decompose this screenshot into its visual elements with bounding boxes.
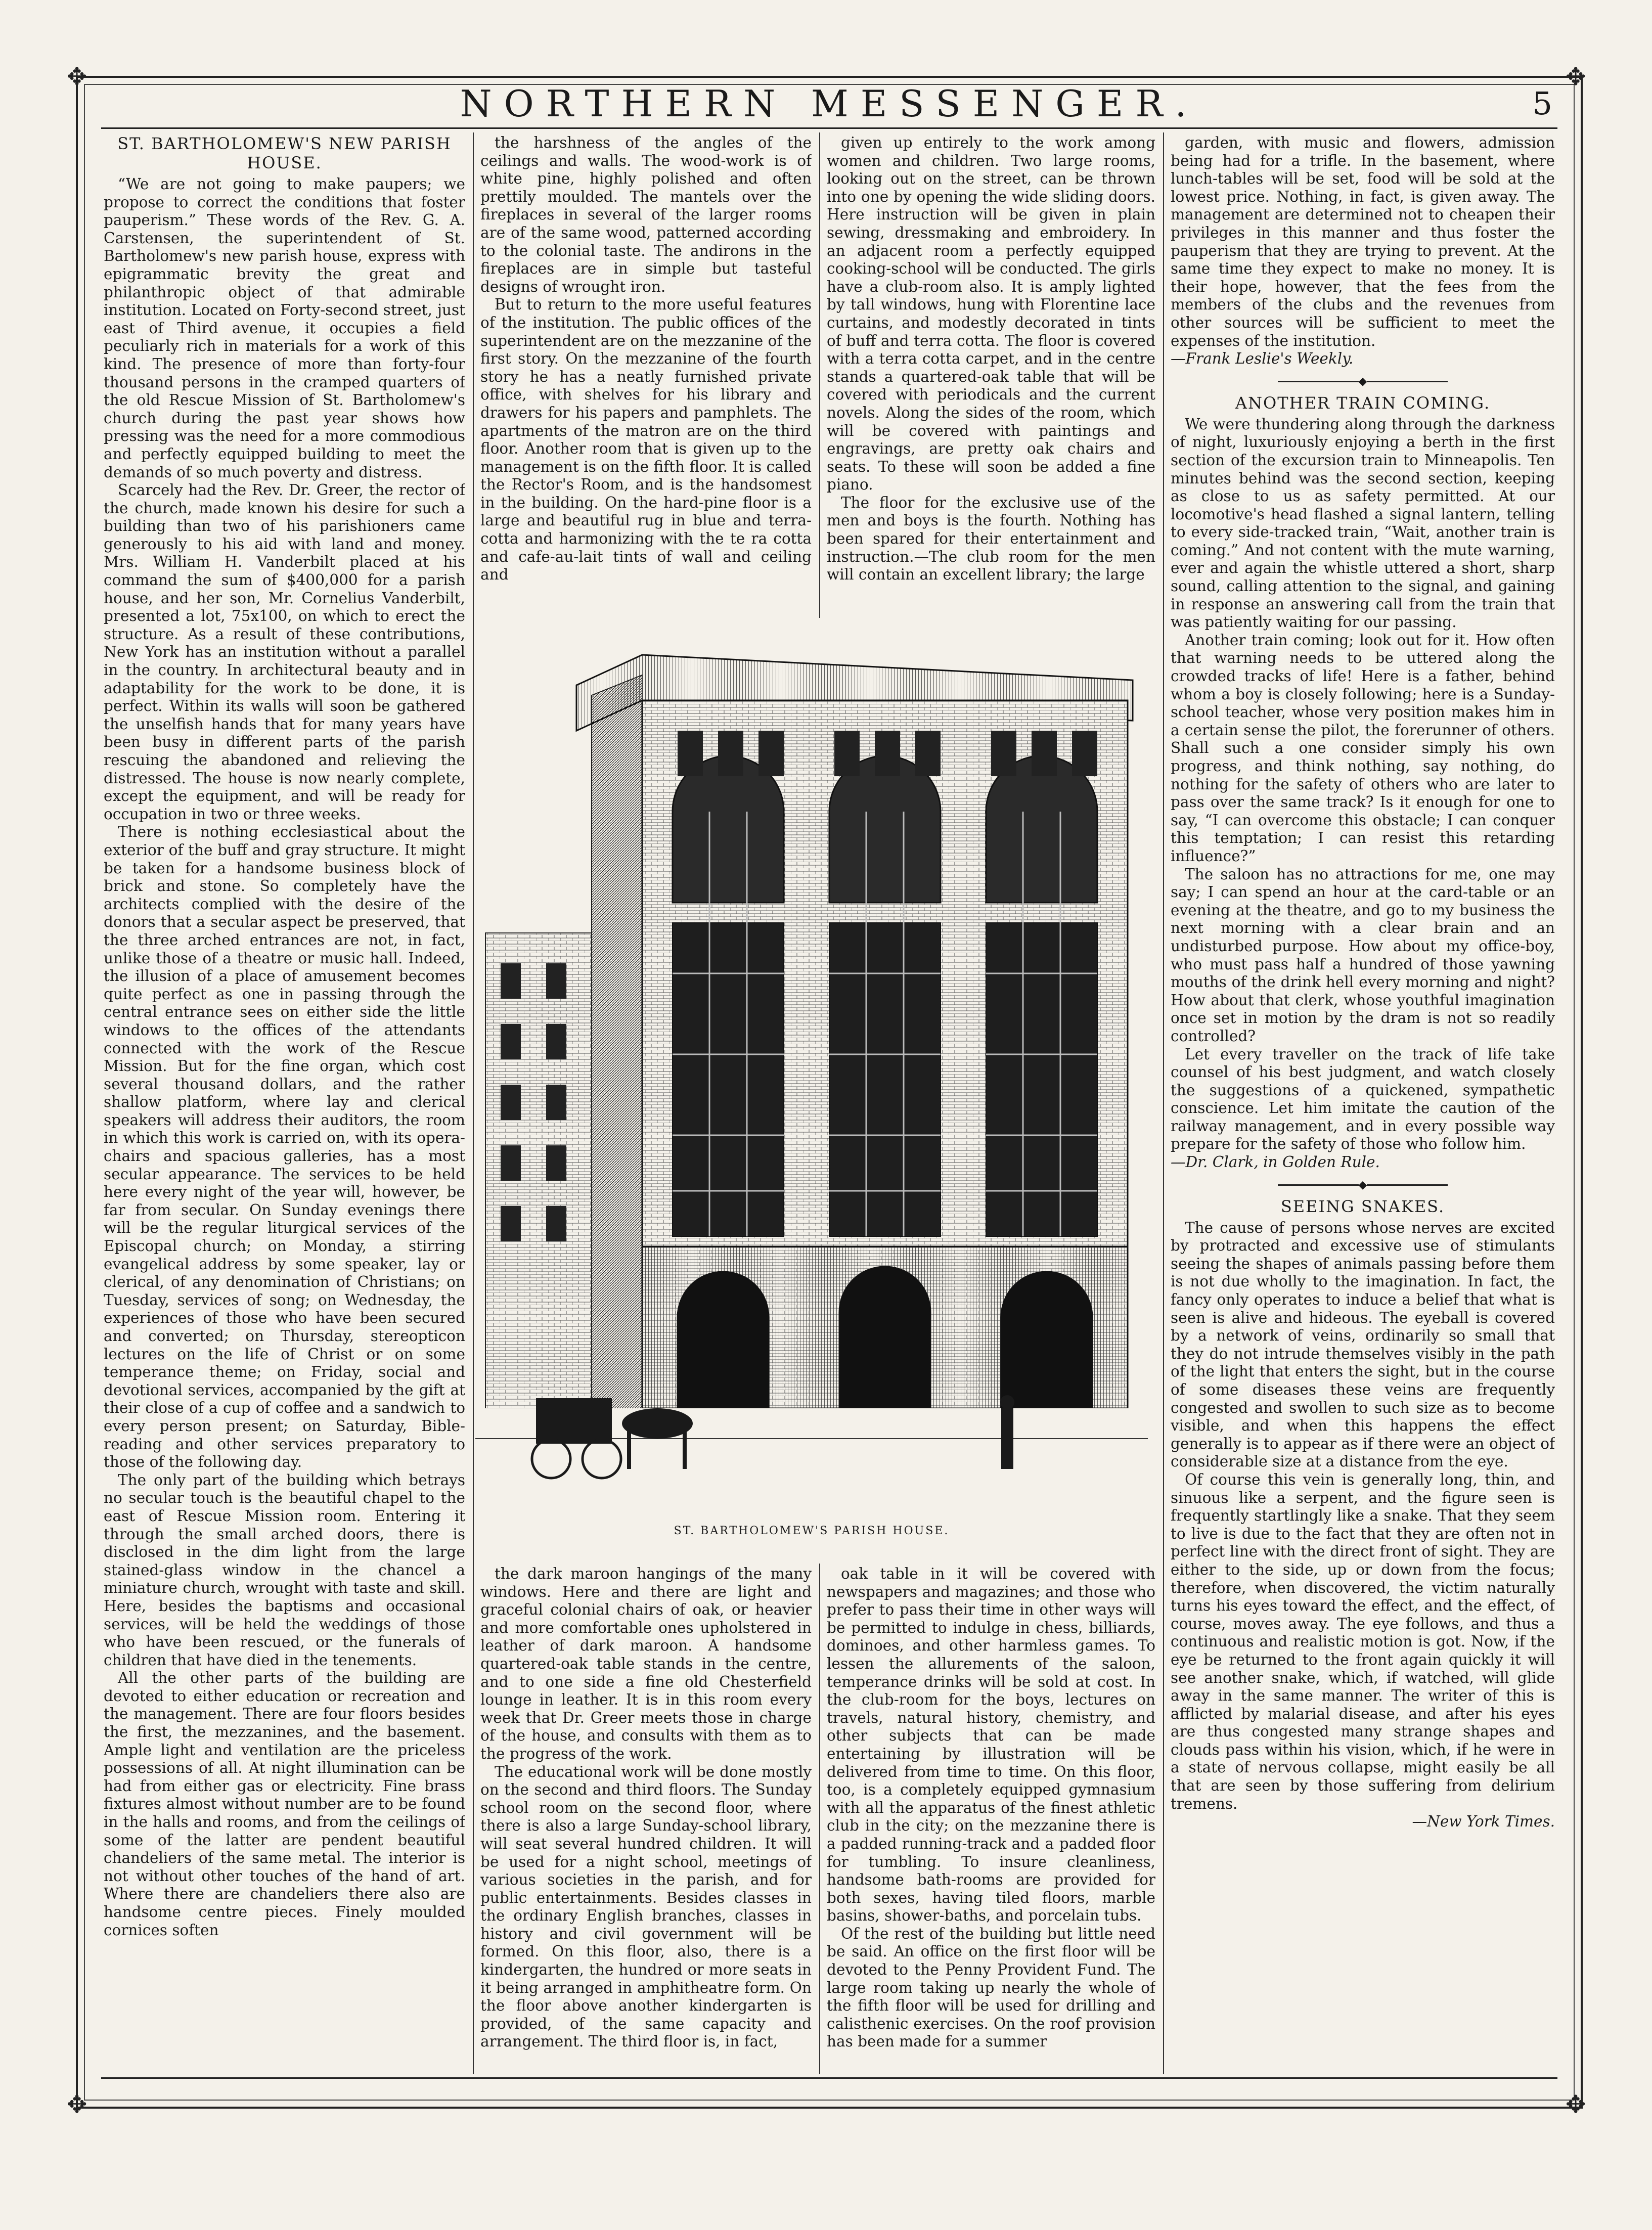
article-heading: ST. BARTHOLOMEW'S NEW PARISH HOUSE. [117,134,452,172]
paragraph: The educational work will be done mostly on the second and third floors. The Sunday school room on the second floor, where there is also a large Sunday-school library, will seat several hundred children. It will be used for a night school, meetings of various societies in the parish, and for public entertainments. Besides classes in the ordinary English branches, classes in history and civil government will be formed. On this floor, also, there is a kindergarten, the hundred or more seats in it being arranged in amphitheatre form. On the floor above another kindergarten is provided, of the same capacity and arrangement. The third floor is, in fact, [480,1763,812,2050]
header-rule [101,127,1557,129]
paragraph: “We are not going to make paupers; we propose to correct the conditions that foster pauperism.” These words of the Rev. G. A. Carstensen, the superintendent of St. Bartholomew's new parish house, express with epigrammatic brevity the great and philanthropic object of that admirable institution. Located on Forty-second street, just east of Third avenue, it occupies a field peculiarly rich in materials for a work of this kind. The presence of more than forty-four thousand persons in the cramped quarters of the old Rescue Mission of St. Bartholomew's church during the past year shows how pressing was the need for a more commodious and perfectly equipped building to meet the demands of so much poverty and distress. [104,175,465,481]
paragraph: garden, with music and flowers, admission being had for a trifle. In the basement, where lunch-tables will be set, food will be sold at the lowest price. Nothing, in fact, is given away. The management are determined not to cheapen their privileges in this manner and thus foster the pauperism that they are trying to prevent. At the same time they expect to make no money. It is their hope, however, that the fees from the members of the clubs and the revenues from other sources will be sufficient to meet the expenses of the institution. [1171,134,1555,349]
article-heading: SEEING SNAKES. [1280,1196,1445,1216]
column-1 [104,134,465,2073]
section-divider: ◆ [1171,1180,1555,1191]
article-source: —New York Times. [1412,1813,1555,1831]
paragraph: The cause of persons whose nerves are excited by protracted and excessive use of stimulants seeing the shapes of animals passing before them is not due wholly to the imagination. In fact, the fancy only operates to induce a belief that what is seen is alive and hideous. The eyeball is covered by a network of veins, ordinarily so small that they do not intrude themselves visibly in the path of the light that enters the sight, but in the course of some diseases these veins are frequently congested and swollen to such size as to become visible, and when this happens the effect generally is to appear as if there were an object of considerable size at a distance from the eye. [1171,1219,1555,1470]
column-rule [1163,132,1164,2074]
building-engraving [475,619,1148,1520]
column-rule [819,1564,820,2074]
paragraph: But to return to the more useful features of the institution. The public offices of the superintendent are on the mezzanine of the first story. On the mezzanine of the fourth story he has a neatly furnished private office, with shelves for his library and drawers for his papers and pamphlets. The apartments of the matron are on the third floor. Another room that is given up to the management is on the fifth floor. It is called the Rector's Room, and is the handsomest in the building. On the hard-pine floor is a large and beautiful rug in blue and terra-cotta and harmonizing with the te ra cotta and cafe-au-lait tints of wall and ceiling and [480,296,812,584]
page-number: 5 [1532,85,1552,122]
column-rule [473,132,474,2074]
paragraph: We were thundering along through the darkness of night, luxuriously enjoying a berth in the first section of the excursion train to Minneapolis. Ten minutes behind was the second section, keeping as close to us as safety permitted. At our locomotive's head flashed a signal lantern, telling to every side-tracked train, “Wait, another train is coming.” And not content with the mute warning, ever and again the whistle uttered a short, sharp sound, calling attention to the signal, and gaining in response an answering call from the train that was patiently waiting for our passing. [1171,415,1555,631]
building-illustration [475,619,1148,1555]
column-2-bottom [480,1565,812,2073]
corner-ornament-icon: ✥ [67,63,87,91]
article-heading: ANOTHER TRAIN COMING. [1235,393,1491,413]
corner-ornament-icon: ✥ [67,2090,87,2119]
section-divider: ◆ [1171,376,1555,387]
paragraph: Scarcely had the Rev. Dr. Greer, the rector of the church, made known his desire for such a building than two of his parishioners came generously to his aid with land and money. Mrs. William H. Vanderbilt placed at his command the sum of $400,000 for a parish house, and her son, Mr. Cornelius Vanderbilt, presented a lot, 75x100, on which to erect the structure. As a result of these contributions, New York has an institution without a parallel in the country. In architectural beauty and in adaptability for the work to be done, it is perfect. Within its walls will soon be gathered the unselfish hands that for many years have been busy in different parts of the parish rescuing the abandoned and relieving the distressed. The house is now nearly complete, except the equipment, and will be ready for occupation in two or three weeks. [104,481,465,823]
corner-ornament-icon: ✥ [1566,63,1586,91]
column-3-top [827,134,1155,614]
column-rule [819,132,820,618]
paragraph: Another train coming; look out for it. How often that warning needs to be uttered along the crowded tracks of life! Here is a father, behind whom a boy is closely following; here is a Sunday-school teacher, whose very position makes him in a certain sense the pilot, the forerunner of others. Shall such a one consider simply his own progress, and think nothing, say nothing, do nothing for the safety of others who are later to pass over the same track? Is it enough for one to say, “I can overcome this obstacle; I can conquer this temptation; I can resist this retarding influence?” [1171,631,1555,865]
column-3-bottom [827,1565,1155,2073]
paragraph: the dark maroon hangings of the many windows. Here and there are light and graceful colonial chairs of oak, or heavier and more comfortable ones upholstered in leather of dark maroon. A handsome quartered-oak table stands in the centre, and to one side a fine old Chesterfield lounge in leather. It is in this room every week that Dr. Greer meets those in charge of the house, and consults with them as to the progress of the work. [480,1565,812,1762]
paragraph: There is nothing ecclesiastical about the exterior of the buff and gray structure. It might be taken for a handsome business block of brick and stone. So completely have the architects complied with the desire of the donors that a secular aspect be preserved, that the three arched entrances are not, in fact, unlike those of a theatre or music hall. Indeed, the illusion of a place of amusement becomes quite perfect as one in passing through the central entrance sees on either side the little windows to the offices of the attendants connected with the work of the Rescue Mission. But for the fine organ, which cost several thousand dollars, and the rather shallow platform, where lay and clerical speakers will address their auditors, the room in which this work is carried on, with its opera-chairs and spacious galleries, has a most secular appearance. The services to be held here every night of the year will, however, be far from secular. On Sunday evenings there will be the regular liturgical services of the Episcopal church; on Monday, a stirring evangelical address by some speaker, lay or clerical, of any denomination of Christians; on Tuesday, services of song; on Wednesday, the experiences of those who have been secured and converted; on Thursday, stereopticon lectures on the life of Christ or on some temperance theme; on Friday, social and devotional services, accompanied by the gift at their close of a cup of coffee and a sandwich to every person present; on Saturday, Bible-reading and other services preparatory to those of the following day. [104,823,465,1471]
paragraph: All the other parts of the building are devoted to either education or recreation and the management. There are four floors besides the first, the mezzanines, and the basement. Ample light and ventilation are the priceless possessions of all. At night illumination can be had from either gas or electricity. Fine brass fixtures almost without number are to be found in the halls and rooms, and from the ceilings of some of the latter are pendent beautiful chandeliers of the same metal. The interior is not without other touches of the hand of art. Where there are chandeliers there also are handsome centre pieces. Finely moulded cornices soften [104,1669,465,1939]
figure-caption: ST. BARTHOLOMEW'S PARISH HOUSE. [674,1525,950,1537]
paragraph: The only part of the building which betrays no secular touch is the beautiful chapel to the east of Rescue Mission room. Entering it through the small arched doors, there is disclosed in the dim light from the large stained-glass window in the chancel a miniature church, wrought with taste and skill. Here, besides the baptisms and occasional services, will be held the weddings of those who have been rescued, or the funerals of children that have died in the tenements. [104,1471,465,1669]
article-source: —Frank Leslie's Weekly. [1171,350,1354,368]
paragraph: The saloon has no attractions for me, one may say; I can spend an hour at the card-table or an evening at the theatre, and go to my business the next morning with a clear brain and an undisturbed purpose. How about my office-boy, who must pass half a hundred of those yawning mouths of the drink hell every morning and night? How about that clerk, whose youthful imagination once set in motion by the dram is not so readily controlled? [1171,865,1555,1045]
paragraph: Of course this vein is generally long, thin, and sinuous like a serpent, and the figure seen is frequently startlingly like a snake. That they seem to live is due to the fact that they are often not in perfect line with the direct front of sight. They are either to the side, up or down from the focus; therefore, when discovered, the victim naturally turns his eyes toward the effect, and the effect, of course, moves away. The eye follows, and thus a continuous and realistic motion is got. Now, if the eye be returned to the front again quickly it will see another snake, which, if watched, will glide away in the same manner. The writer of this is afflicted by malarial disease, and after his eyes are thus congested many strange shapes and clouds pass within his vision, which, if he were in a state of nervous collapse, might easily be all that are seen by those suffering from delirium tremens. [1171,1470,1555,1812]
paragraph: Let every traveller on the track of life take counsel of his best judgment, and watch closely the suggestions of a quickened, sympathetic conscience. Let him imitate the caution of the railway management, and in every possible way prepare for the safety of those who follow him. [1171,1045,1555,1153]
column-4 [1171,134,1555,2073]
column-2-top [480,134,812,614]
paragraph: oak table in it will be covered with newspapers and magazines; and those who prefer to pass their time in other ways will be permitted to indulge in chess, billiards, dominoes, and other harmless games. To lessen the allurements of the saloon, temperance drinks will be sold at cost. In the club-room for the boys, lectures on travels, natural history, chemistry, and other subjects that can be made entertaining by illustration will be delivered from time to time. On this floor, too, is a completely equipped gymnasium with all the apparatus of the finest athletic club in the city; on the mezzanine there is a padded running-track and a padded floor for tumbling. To insure cleanliness, handsome bath-rooms are provided for both sexes, having tiled floors, marble basins, shower-baths, and porcelain tubs. [827,1565,1155,1925]
paragraph: given up entirely to the work among women and children. Two large rooms, looking out on the street, can be thrown into one by opening the wide sliding doors. Here instruction will be given in plain sewing, dressmaking and embroidery. In an adjacent room a perfectly equipped cooking-school will be conducted. The girls have a club-room also. It is amply lighted by tall windows, hung with Florentine lace curtains, and modestly decorated in tints of buff and terra cotta. The floor is covered with a terra cotta carpet, and in the centre stands a quartered-oak table that will be covered with periodicals and the current novels. Along the sides of the room, which will be covered with paintings and engravings, are pretty oak chairs and seats. To these will soon be added a fine piano. [827,134,1155,494]
article-source: —Dr. Clark, in Golden Rule. [1171,1153,1380,1171]
masthead-title: NORTHERN MESSENGER. [460,82,1199,125]
footer-rule [101,2077,1557,2079]
paragraph: the harshness of the angles of the ceilings and walls. The wood-work is of white pine, highly polished and often prettily moulded. The mantels over the fireplaces in several of the larger rooms are of the same wood, patterned according to the colonial taste. The andirons in the fireplaces are in simple but tasteful designs of wrought iron. [480,134,812,295]
corner-ornament-icon: ✥ [1566,2090,1586,2119]
paragraph: Of the rest of the building but little need be said. An office on the first floor will be devoted to the Penny Provident Fund. The large room taking up nearly the whole of the fifth floor will be used for drilling and calisthenic exercises. On the roof provision has been made for a summer [827,1925,1155,2050]
masthead [101,81,1557,126]
paragraph: The floor for the exclusive use of the men and boys is the fourth. Nothing has been spared for their entertainment and instruction.—The club room for the men will contain an excellent library; the large [827,494,1155,584]
